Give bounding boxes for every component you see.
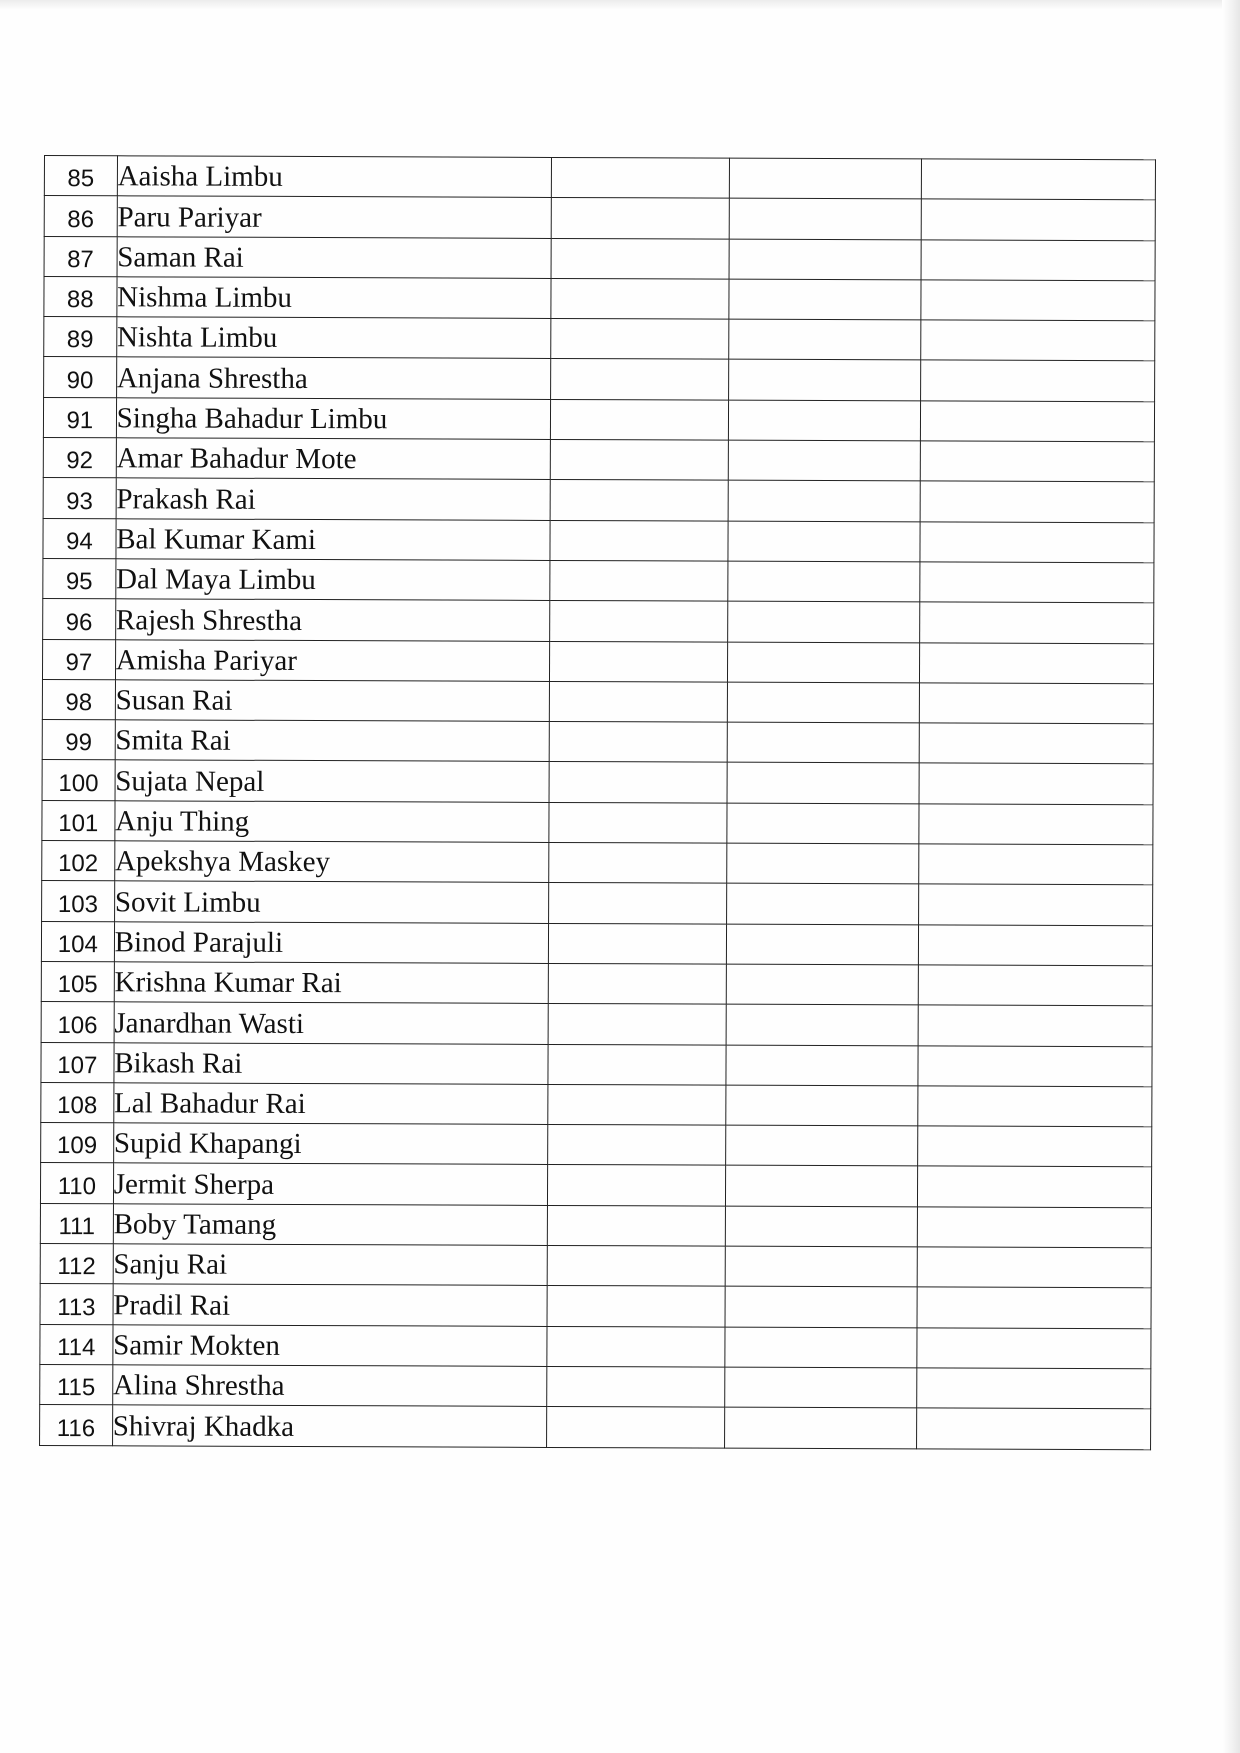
serial-number-cell [44, 357, 117, 398]
serial-number-cell [42, 841, 115, 882]
blank-cell-1 [550, 440, 728, 481]
blank-cell-3 [920, 360, 1154, 401]
table-row [40, 1284, 1151, 1329]
serial-number-cell [44, 196, 117, 237]
name-cell [115, 720, 549, 762]
serial-number: 106 [57, 1011, 98, 1039]
table-row [40, 1244, 1151, 1289]
blank-cell-2 [728, 360, 920, 401]
blank-cell-2 [726, 883, 918, 924]
serial-number: 92 [66, 447, 94, 475]
roster-body [40, 156, 1156, 1450]
person-name: Amisha Pariyar [115, 644, 298, 677]
person-name: Alina Shrestha [112, 1369, 285, 1403]
blank-cell-1 [549, 842, 727, 883]
blank-cell-2 [726, 843, 918, 884]
blank-cell-3 [921, 239, 1155, 280]
blank-cell-1 [549, 883, 727, 924]
blank-cell-1 [550, 601, 728, 642]
serial-number-cell [44, 156, 117, 197]
person-name: Krishna Kumar Rai [114, 966, 342, 1000]
blank-cell-2 [726, 964, 918, 1005]
person-name: Smita Rai [115, 724, 231, 758]
serial-number: 89 [66, 326, 94, 354]
blank-cell-2 [725, 1327, 917, 1368]
serial-number-cell [40, 1284, 113, 1325]
blank-cell-1 [550, 480, 728, 521]
serial-number-cell [43, 397, 116, 438]
name-cell [117, 277, 551, 319]
serial-number-cell [42, 881, 115, 922]
table-row [41, 921, 1152, 966]
blank-cell-3 [919, 804, 1153, 845]
blank-cell-1 [551, 157, 729, 198]
scan-shadow-top [0, 0, 1240, 10]
blank-cell-3 [919, 562, 1153, 603]
serial-number: 90 [66, 366, 94, 394]
table-row [41, 961, 1152, 1006]
blank-cell-2 [727, 722, 919, 763]
blank-cell-3 [916, 1408, 1150, 1449]
name-cell [114, 881, 548, 923]
blank-cell-3 [918, 844, 1152, 885]
blank-cell-1 [549, 762, 727, 803]
blank-cell-2 [728, 561, 920, 602]
person-name: Bikash Rai [114, 1047, 243, 1080]
blank-cell-3 [918, 925, 1152, 966]
person-name: Aaisha Limbu [117, 160, 283, 194]
name-cell [114, 962, 548, 1004]
serial-number-cell [42, 720, 115, 761]
person-name: Lal Bahadur Rai [114, 1087, 306, 1121]
blank-cell-3 [920, 481, 1154, 522]
person-name: Sanju Rai [113, 1248, 228, 1282]
serial-number: 86 [67, 205, 95, 233]
table-row [42, 639, 1153, 684]
blank-cell-1 [547, 1165, 725, 1206]
blank-cell-3 [919, 683, 1153, 724]
serial-number-cell [42, 679, 115, 720]
name-cell [113, 1284, 547, 1326]
serial-number-cell [40, 1324, 113, 1365]
serial-number-cell [40, 1364, 113, 1405]
blank-cell-3 [917, 1166, 1151, 1207]
blank-cell-2 [724, 1407, 916, 1448]
person-name: Singha Bahadur Limbu [116, 402, 388, 436]
name-cell [115, 760, 549, 802]
serial-number: 94 [65, 528, 93, 556]
scan-shadow-right [1222, 0, 1240, 1753]
blank-cell-1 [548, 1044, 726, 1085]
table-row [44, 276, 1155, 321]
name-cell [115, 680, 549, 722]
serial-number: 98 [65, 689, 93, 717]
table-row [41, 1042, 1152, 1087]
serial-number: 102 [58, 850, 99, 878]
blank-cell-1 [549, 681, 727, 722]
name-cell [115, 599, 549, 641]
person-name: Pradil Rai [113, 1288, 231, 1322]
serial-number-cell [44, 317, 117, 358]
blank-cell-2 [728, 319, 920, 360]
person-name: Anju Thing [115, 805, 250, 838]
blank-cell-1 [547, 1286, 725, 1327]
table-row [41, 1082, 1152, 1127]
blank-cell-3 [917, 1207, 1151, 1248]
name-cell [113, 1324, 547, 1366]
blank-cell-1 [550, 399, 728, 440]
person-name: Nishta Limbu [116, 321, 278, 355]
blank-cell-1 [547, 1245, 725, 1286]
blank-cell-1 [547, 1366, 725, 1407]
blank-cell-1 [549, 722, 727, 763]
blank-cell-3 [917, 1126, 1151, 1167]
serial-number: 96 [65, 608, 93, 636]
blank-cell-2 [729, 158, 921, 199]
table-row [42, 679, 1153, 724]
serial-number: 101 [58, 810, 99, 838]
serial-number: 115 [56, 1374, 96, 1402]
blank-cell-3 [917, 1247, 1151, 1288]
blank-cell-1 [547, 1326, 725, 1367]
serial-number: 99 [65, 729, 92, 757]
serial-number-cell [41, 1002, 114, 1043]
person-name: Sujata Nepal [115, 765, 265, 798]
table-row [44, 156, 1155, 201]
serial-number: 95 [65, 568, 93, 596]
serial-number-cell [42, 800, 115, 841]
blank-cell-2 [728, 400, 920, 441]
serial-number: 97 [65, 648, 93, 677]
name-cell [116, 398, 550, 440]
blank-cell-2 [726, 1085, 918, 1126]
table-row [41, 1123, 1152, 1168]
table-row [42, 841, 1153, 886]
serial-number-cell [43, 518, 116, 559]
blank-cell-1 [548, 1125, 726, 1166]
serial-number-cell [41, 1082, 114, 1123]
name-cell [117, 236, 551, 278]
serial-number: 85 [67, 165, 95, 193]
blank-cell-3 [919, 763, 1153, 804]
blank-cell-3 [921, 199, 1155, 240]
person-name: Binod Parajuli [114, 926, 284, 959]
serial-number: 116 [56, 1414, 96, 1442]
serial-number: 111 [58, 1213, 96, 1241]
name-cell [113, 1123, 547, 1165]
serial-number-cell [44, 276, 117, 317]
name-cell [116, 357, 550, 399]
blank-cell-3 [920, 441, 1154, 482]
blank-cell-3 [920, 401, 1154, 442]
blank-cell-1 [551, 278, 729, 319]
table-row [43, 478, 1154, 523]
blank-cell-2 [726, 924, 918, 965]
blank-cell-2 [726, 1045, 918, 1086]
serial-number: 109 [56, 1132, 98, 1160]
person-name: Amar Bahadur Mote [116, 442, 357, 476]
blank-cell-3 [919, 642, 1153, 683]
name-cell [112, 1405, 546, 1447]
blank-cell-3 [920, 320, 1154, 361]
blank-cell-1 [548, 923, 726, 964]
table-row [40, 1405, 1151, 1450]
name-cell [116, 518, 550, 560]
table-row [43, 599, 1154, 644]
blank-cell-2 [725, 1206, 917, 1247]
table-row [42, 800, 1153, 845]
name-cell [113, 1163, 547, 1205]
blank-cell-2 [727, 642, 919, 683]
serial-number: 114 [57, 1333, 96, 1362]
name-cell [116, 317, 550, 359]
blank-cell-2 [727, 601, 919, 642]
person-name: Samir Mokten [113, 1329, 280, 1362]
serial-number-cell [43, 438, 116, 479]
person-name: Rajesh Shrestha [115, 603, 303, 637]
blank-cell-3 [916, 1368, 1150, 1409]
blank-cell-2 [728, 481, 920, 522]
blank-cell-3 [918, 1045, 1152, 1086]
person-name: Saman Rai [117, 241, 244, 274]
name-cell [116, 478, 550, 520]
serial-number: 88 [66, 286, 94, 314]
blank-cell-1 [551, 238, 729, 279]
person-name: Sovit Limbu [114, 885, 261, 919]
table-row [42, 881, 1153, 926]
table-row [40, 1324, 1151, 1369]
table-row [44, 317, 1155, 362]
person-name: Paru Pariyar [117, 200, 262, 234]
serial-number: 103 [57, 890, 99, 918]
serial-number-cell [44, 236, 117, 277]
person-name: Susan Rai [115, 684, 233, 717]
serial-number: 110 [57, 1172, 97, 1200]
serial-number: 93 [66, 487, 93, 515]
table-row [43, 558, 1154, 603]
blank-cell-2 [727, 763, 919, 804]
serial-number: 107 [57, 1051, 98, 1080]
blank-cell-2 [728, 440, 920, 481]
blank-cell-1 [547, 1205, 725, 1246]
name-cell [114, 921, 548, 963]
serial-number-cell [40, 1163, 113, 1204]
table-row [43, 518, 1154, 563]
serial-number-cell [42, 760, 115, 801]
blank-cell-2 [724, 1367, 916, 1408]
blank-cell-3 [918, 884, 1152, 925]
serial-number-cell [41, 921, 114, 962]
blank-cell-1 [550, 520, 728, 561]
person-name: Shivraj Khadka [112, 1409, 295, 1443]
name-cell [116, 438, 550, 480]
table-row [42, 720, 1153, 765]
person-name: Anjana Shrestha [116, 362, 308, 395]
name-cell [117, 196, 551, 238]
blank-cell-2 [725, 1166, 917, 1207]
table-row [44, 357, 1155, 402]
name-cell [113, 1203, 547, 1245]
name-cell [117, 156, 551, 198]
blank-cell-1 [550, 560, 728, 601]
serial-number: 87 [67, 245, 94, 274]
table-row [44, 196, 1155, 241]
person-name: Bal Kumar Kami [116, 523, 317, 557]
serial-number-cell [40, 1244, 113, 1285]
blank-cell-2 [729, 239, 921, 280]
name-cell [114, 1002, 548, 1044]
name-cell [114, 841, 548, 883]
name-cell [115, 639, 549, 681]
serial-number-cell [43, 558, 116, 599]
blank-cell-2 [729, 279, 921, 320]
name-cell [112, 1365, 546, 1407]
name-cell [114, 1083, 548, 1125]
person-name: Dal Maya Limbu [116, 563, 316, 597]
blank-cell-1 [551, 359, 729, 400]
serial-number-cell [43, 599, 116, 640]
serial-number: 112 [57, 1253, 96, 1281]
table-row [40, 1203, 1151, 1248]
table-row [40, 1163, 1151, 1208]
person-name: Janardhan Wasti [114, 1006, 305, 1040]
serial-number: 100 [58, 769, 99, 797]
blank-cell-1 [551, 319, 729, 360]
person-name: Prakash Rai [116, 482, 256, 516]
blank-cell-1 [547, 1407, 725, 1448]
blank-cell-2 [725, 1125, 917, 1166]
blank-cell-2 [729, 198, 921, 239]
roster-table [39, 155, 1156, 1450]
blank-cell-3 [920, 522, 1154, 563]
serial-number: 105 [57, 971, 98, 999]
blank-cell-1 [549, 641, 727, 682]
table-row [43, 397, 1154, 442]
blank-cell-3 [919, 723, 1153, 764]
blank-cell-1 [548, 963, 726, 1004]
blank-cell-3 [921, 280, 1155, 321]
table-row [42, 760, 1153, 805]
blank-cell-3 [921, 159, 1155, 200]
serial-number: 104 [57, 930, 98, 959]
table-row [44, 236, 1155, 281]
blank-cell-2 [727, 682, 919, 723]
blank-cell-3 [917, 1327, 1151, 1368]
blank-cell-2 [725, 1286, 917, 1327]
serial-number-cell [40, 1405, 113, 1446]
table-row [40, 1364, 1151, 1409]
person-name: Apekshya Maskey [114, 845, 331, 879]
person-name: Supid Khapangi [113, 1127, 302, 1161]
serial-number: 108 [57, 1092, 98, 1120]
person-name: Boby Tamang [113, 1208, 277, 1241]
table-row [43, 438, 1154, 483]
person-name: Nishma Limbu [117, 281, 293, 315]
blank-cell-3 [917, 1287, 1151, 1328]
name-cell [113, 1244, 547, 1286]
blank-cell-3 [918, 965, 1152, 1006]
serial-number-cell [41, 961, 114, 1002]
blank-cell-2 [728, 521, 920, 562]
blank-cell-1 [548, 1004, 726, 1045]
blank-cell-3 [919, 602, 1153, 643]
serial-number: 113 [57, 1293, 96, 1321]
serial-number-cell [40, 1203, 113, 1244]
blank-cell-3 [918, 1005, 1152, 1046]
serial-number-cell [42, 639, 115, 680]
serial-number-cell [43, 478, 116, 519]
table-row [41, 1002, 1152, 1047]
serial-number: 91 [66, 407, 94, 435]
blank-cell-2 [727, 803, 919, 844]
name-cell [115, 801, 549, 843]
blank-cell-1 [551, 198, 729, 239]
blank-cell-1 [549, 802, 727, 843]
name-cell [116, 559, 550, 601]
serial-number-cell [41, 1123, 114, 1164]
name-cell [114, 1042, 548, 1084]
blank-cell-1 [548, 1084, 726, 1125]
serial-number-cell [41, 1042, 114, 1083]
blank-cell-3 [917, 1086, 1151, 1127]
person-name: Jermit Sherpa [113, 1167, 275, 1201]
blank-cell-2 [726, 1004, 918, 1045]
blank-cell-2 [725, 1246, 917, 1287]
